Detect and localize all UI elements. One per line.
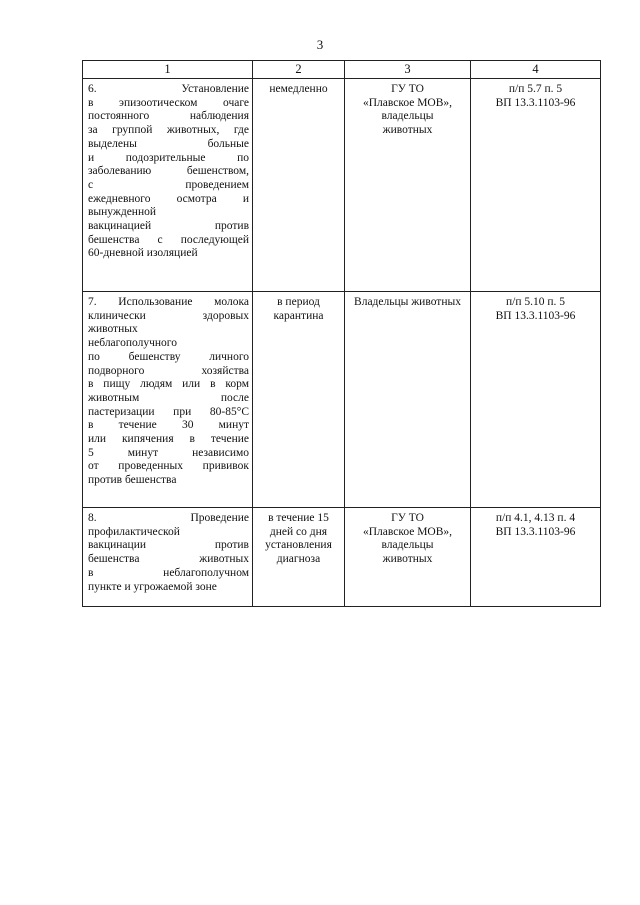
cell-text-line: 7. Использование молока (88, 296, 249, 308)
cell-text-line: животным после (88, 391, 249, 404)
cell-text-line: бешенства с последующей (88, 233, 249, 246)
cell-text-line: от проведенных прививок (88, 460, 249, 473)
cell-text-line: немедленно (269, 83, 328, 95)
cell-text-line: животных (382, 124, 433, 137)
table-row (83, 292, 601, 508)
reference-cell (471, 508, 601, 607)
cell-text-line: п/п 4.1, 4.13 п. 4 (495, 512, 576, 524)
cell-text-line: в течение 30 минут (88, 419, 249, 432)
cell-text-line: животных (382, 553, 433, 566)
cell-text-line: ежедневного осмотра и (88, 192, 249, 205)
cell-text-line: «Плавское МОВ», (362, 96, 453, 109)
cell-text-line: 5 минут независимо (88, 446, 249, 459)
cell-text-line: ГУ ТО (391, 512, 424, 524)
cell-text-line: по бешенству личного (88, 350, 249, 363)
cell-text-line: профилактической (88, 525, 180, 538)
cell-text-line: 6. Установление (88, 83, 249, 95)
cell-text-line: с проведением (88, 178, 249, 191)
cell-text-line: против бешенства (88, 474, 177, 487)
table-row (83, 508, 601, 607)
cell-text-line: «Плавское МОВ», (362, 525, 453, 538)
cell-text-line: клинически здоровых (88, 309, 249, 322)
cell-text-line: или кипячения в течение (88, 433, 249, 446)
column-header-1: 1 (83, 61, 253, 79)
cell-text-line: в пищу людям или в корм (88, 378, 249, 391)
cell-text-line: постоянного наблюдения (88, 110, 249, 123)
cell-text-line: пастеризации при 80-85°С (88, 405, 249, 418)
cell-text-line: вакцинацией против (88, 220, 249, 233)
cell-text-line: в течение 15 (268, 512, 329, 524)
cell-text-line: вакцинации против (88, 539, 249, 552)
cell-text-line: диагноза (276, 553, 321, 566)
cell-text-line: 60-дневной изоляцией (88, 247, 198, 260)
cell-text-line: животных (88, 323, 138, 336)
cell-text-line: подворного хозяйства (88, 364, 249, 377)
cell-text-line: и подозрительные по (88, 151, 249, 164)
cell-text-line: выделены больные (88, 137, 249, 150)
cell-text-line: заболеванию бешенством, (88, 165, 249, 178)
column-header-3: 3 (345, 61, 471, 79)
column-header-4: 4 (471, 61, 601, 79)
cell-text-line: ВП 13.3.1103-96 (495, 96, 576, 109)
responsible-cell (345, 79, 471, 292)
measure-cell (83, 79, 253, 292)
cell-text-line: ВП 13.3.1103-96 (495, 309, 576, 322)
cell-text-line: бешенства животных (88, 553, 249, 566)
cell-text-line: в период (277, 296, 320, 308)
cell-text-line: в неблагополучном (88, 566, 249, 579)
cell-text-line: пункте и угрожаемой зоне (88, 580, 217, 593)
page-number: 3 (316, 37, 324, 52)
measure-cell (83, 292, 253, 508)
table-header-row (83, 61, 601, 79)
cell-text-line: ВП 13.3.1103-96 (495, 525, 576, 538)
cell-text-line: вынужденной (88, 206, 157, 219)
cell-text-line: владельцы (381, 539, 434, 552)
column-header-2: 2 (253, 61, 345, 79)
reference-cell (471, 292, 601, 508)
cell-text-line: ГУ ТО (391, 83, 424, 95)
cell-text-line: Владельцы животных (354, 296, 461, 308)
measures-table (82, 60, 601, 607)
cell-text-line: п/п 5.10 п. 5 (505, 296, 566, 308)
deadline-cell (253, 292, 345, 508)
reference-cell (471, 79, 601, 292)
cell-text-line: в эпизоотическом очаге (88, 96, 249, 109)
table-row (83, 79, 601, 292)
cell-text-line: установления (265, 539, 332, 552)
measure-cell (83, 508, 253, 607)
deadline-cell (253, 79, 345, 292)
cell-text-line: карантина (273, 309, 324, 322)
cell-text-line: владельцы (381, 110, 434, 123)
cell-text-line: неблагополучного (88, 337, 177, 350)
responsible-cell (345, 292, 471, 508)
cell-text-line: дней со дня (269, 525, 328, 538)
cell-text-line: за группой животных, где (88, 124, 249, 137)
responsible-cell (345, 508, 471, 607)
cell-text-line: п/п 5.7 п. 5 (508, 83, 563, 95)
deadline-cell (253, 508, 345, 607)
cell-text-line: 8. Проведение (88, 512, 249, 524)
